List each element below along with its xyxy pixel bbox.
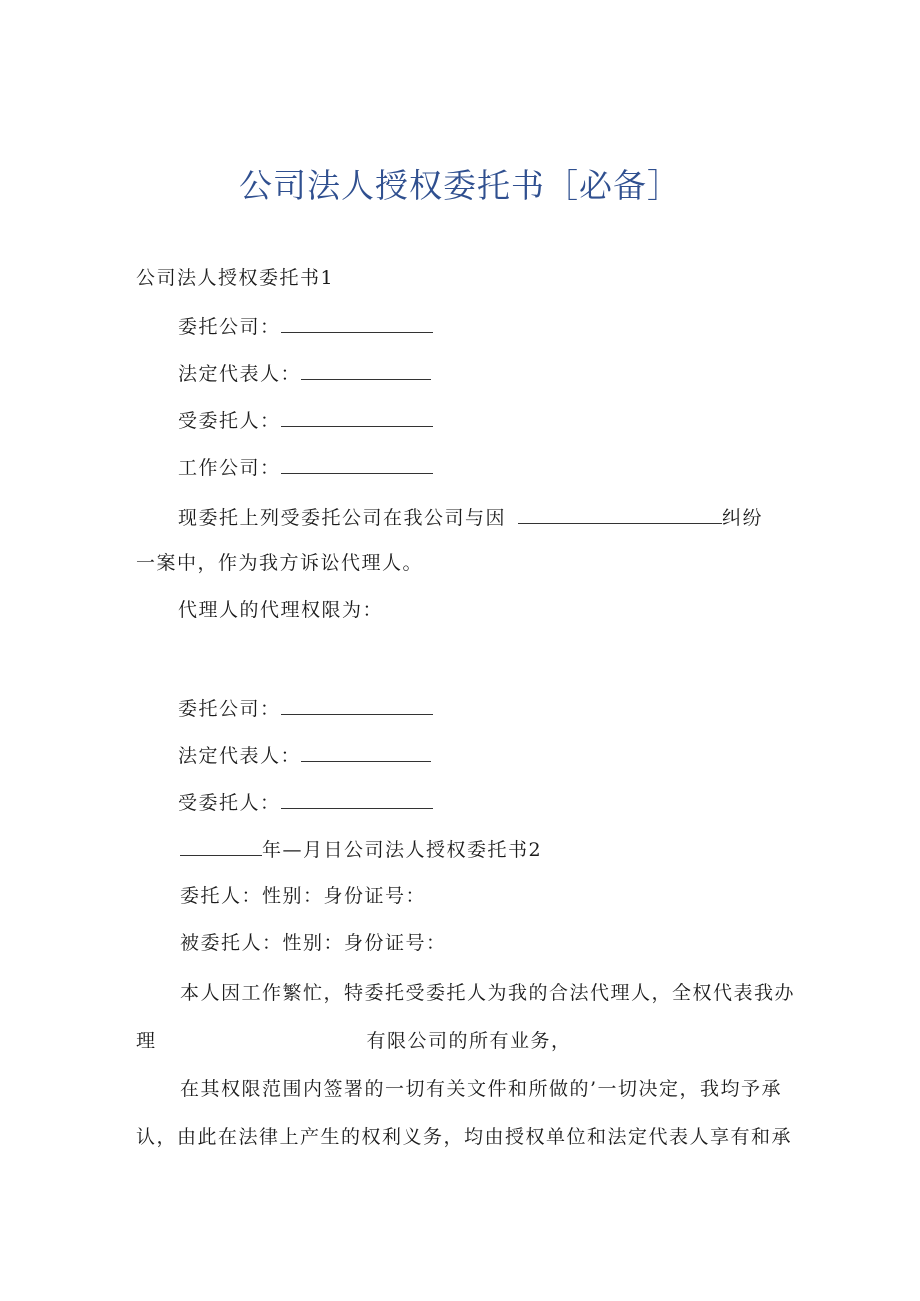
agent-info: 被委托人：性别：身份证号： [180, 932, 447, 954]
paragraph-authorize-line2 [136, 1029, 572, 1053]
blank-line [281, 314, 433, 333]
document-title: 公司法人授权委托书［必备］ [239, 166, 681, 205]
paragraph-authorize-line1: 本人因工作繁忙，特委托受委托人为我的合法代理人，全权代表我办 [180, 982, 796, 1004]
paragraph-text: 现委托上列受委托公司在我公司与因 [178, 507, 507, 529]
paragraph-scope-line2: 认，由此在法律上产生的权利义务，均由授权单位和法定代表人享有和承 [136, 1126, 793, 1148]
blank-line [180, 837, 262, 856]
field-work-company [178, 455, 433, 480]
blank-line [301, 743, 431, 762]
blank-line [281, 408, 433, 427]
field-entrusting-company-2 [178, 696, 433, 721]
paragraph-scope-line1: 在其权限范围内签署的一切有关文件和所做的’一切决定，我均予承 [180, 1078, 783, 1100]
blank-line [518, 505, 722, 524]
field-agent-2 [178, 790, 433, 815]
paragraph-entrust-line1 [178, 505, 763, 530]
field-label: 受委托人： [178, 410, 281, 432]
field-label: 受委托人： [178, 792, 281, 814]
paragraph-text: 理 [136, 1030, 157, 1052]
field-legal-representative-2 [178, 743, 431, 768]
field-label: 工作公司： [178, 457, 281, 479]
field-label: 法定代表人： [178, 363, 302, 385]
field-label: 委托公司： [178, 316, 281, 338]
blank-line [301, 361, 431, 380]
paragraph-text: 有限公司的所有业务， [366, 1030, 572, 1052]
paragraph-text: 纠纷 [722, 507, 764, 529]
field-legal-representative [178, 361, 431, 386]
section-heading-2: 年—月日公司法人授权委托书2 [262, 839, 543, 861]
authority-heading: 代理人的代理权限为： [178, 599, 384, 621]
field-entrusting-company [178, 314, 433, 339]
field-label: 法定代表人： [178, 745, 302, 767]
field-label: 委托公司： [178, 698, 281, 720]
section-heading-1: 公司法人授权委托书1 [136, 267, 335, 289]
blank-line [281, 455, 433, 474]
paragraph-entrust-line2: 一案中，作为我方诉讼代理人。 [136, 552, 424, 574]
blank-line [281, 790, 433, 809]
principal-info: 委托人：性别：身份证号： [180, 885, 427, 907]
field-agent [178, 408, 433, 433]
date-and-heading-2 [180, 837, 542, 862]
blank-line [281, 696, 433, 715]
